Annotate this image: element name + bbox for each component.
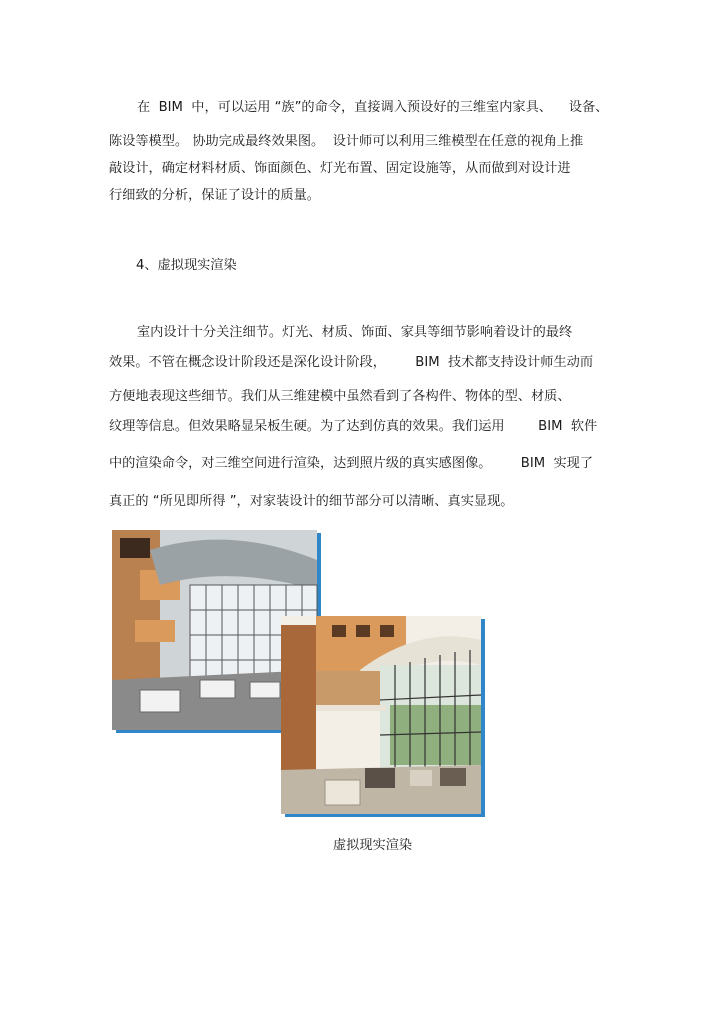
paragraph-line: 行细致的分析，保证了设计的质量。	[109, 188, 320, 203]
rendering-images	[110, 530, 490, 820]
rendered-mezzanine-rail	[316, 705, 386, 711]
rendered-window	[380, 625, 394, 637]
rendered-chair	[410, 770, 432, 786]
model-sofa	[200, 680, 235, 698]
paragraph-line: 在 BIM 中，可以运用 “族”的命令，直接调入预设好的三维室内家具、 设备、	[137, 100, 609, 115]
rendered-window	[356, 625, 370, 637]
rendered-window	[332, 625, 346, 637]
rendering-figure	[110, 530, 490, 820]
paragraph-line: 纹理等信息。但效果略显呆板生硬。为了达到仿真的效果。我们运用 BIM 软件	[109, 419, 598, 434]
rendered-curtain-wall	[380, 650, 481, 775]
figure-caption: 虚拟现实渲染	[333, 838, 413, 853]
rendered-view-image	[281, 616, 485, 817]
paragraph-line: 敲设计，确定材料材质、饰面颜色、灯光布置、固定设施等，从而做到对设计进	[109, 161, 571, 176]
paragraph-line: 陈设等模型。 协助完成最终效果图。 设计师可以利用三维模型在任意的视角上推	[109, 134, 584, 149]
rendered-armchair	[325, 780, 360, 805]
section-heading: 4、虚拟现实渲染	[136, 258, 237, 273]
paragraph-line: 方便地表现这些细节。我们从三维建模中虽然看到了各构件、物体的型、材质、	[109, 389, 571, 404]
paragraph-line: 真正的 “所见即所得 ”，对家装设计的细节部分可以清晰、真实显现。	[109, 494, 514, 509]
model-sofa	[250, 682, 280, 698]
paragraph-line: 室内设计十分关注细节。灯光、材质、饰面、家具等细节影响着设计的最终	[137, 325, 573, 340]
rendered-chair	[440, 768, 466, 786]
rendered-chair	[365, 768, 395, 788]
paragraph-line: 中的渲染命令，对三维空间进行渲染，达到照片级的真实感图像。 BIM 实现了	[109, 456, 594, 471]
paragraph-line: 效果。不管在概念设计阶段还是深化设计阶段， BIM 技术都支持设计师生动而	[109, 355, 594, 370]
model-window	[120, 538, 150, 558]
model-sofa	[140, 690, 180, 712]
model-balcony	[135, 620, 175, 642]
